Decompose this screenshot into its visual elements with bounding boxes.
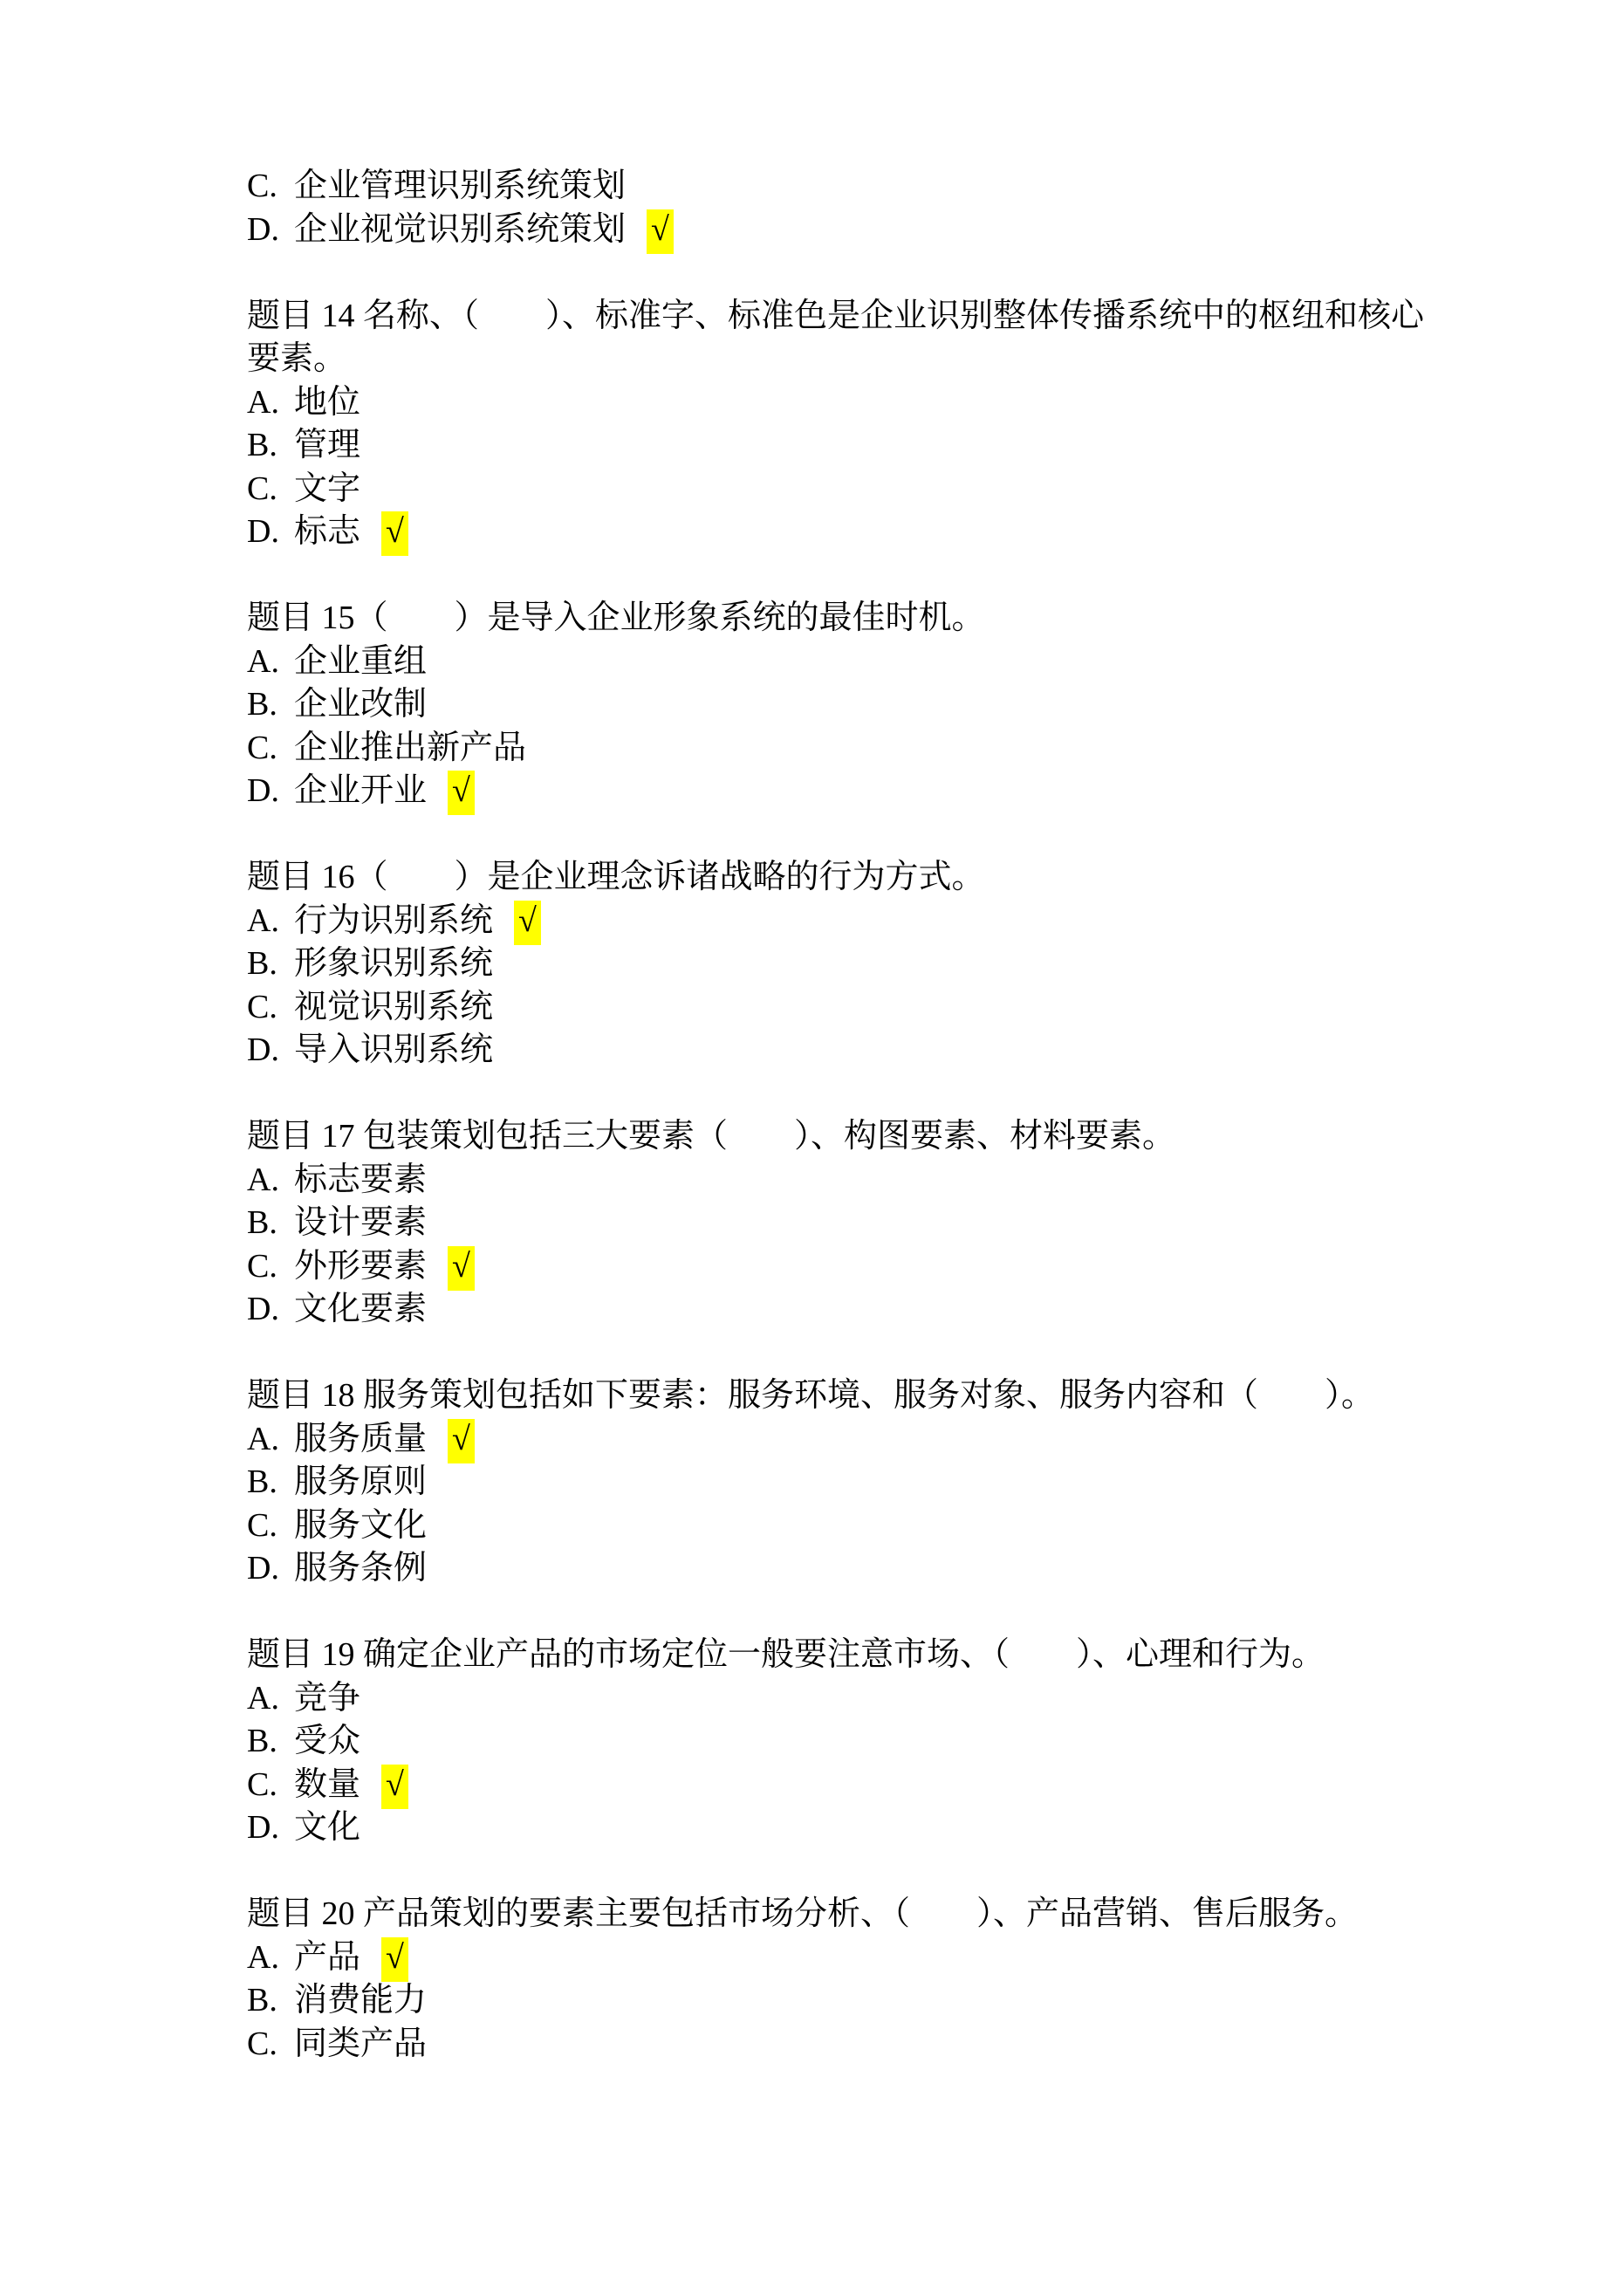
option-text: 受众 bbox=[294, 1723, 361, 1759]
options-list bbox=[247, 381, 1469, 554]
option-text: 服务原则 bbox=[294, 1463, 428, 1500]
option-label: A. bbox=[247, 1938, 279, 1976]
option-row bbox=[247, 683, 1469, 727]
option-text: 标志要素 bbox=[294, 1161, 428, 1198]
option-text: 数量 bbox=[294, 1765, 361, 1803]
option-label: A. bbox=[247, 901, 279, 939]
correct-answer-highlight bbox=[647, 209, 674, 254]
question-block bbox=[247, 295, 1469, 554]
question-stem-line: 题目 15（ ）是导入企业形象系统的最佳时机。 bbox=[247, 600, 985, 636]
options-list bbox=[247, 1159, 1469, 1332]
option-label: C. bbox=[247, 1247, 277, 1285]
option-label: C. bbox=[247, 2025, 277, 2062]
option-row bbox=[247, 1936, 1469, 1980]
option-label: C. bbox=[247, 729, 277, 766]
correct-answer-highlight bbox=[381, 511, 408, 556]
options-list bbox=[247, 1418, 1469, 1591]
option-label: C. bbox=[247, 168, 277, 204]
option-text: 消费能力 bbox=[294, 1982, 428, 2018]
option-text: 地位 bbox=[294, 383, 361, 421]
option-row bbox=[247, 1979, 1469, 2023]
option-row bbox=[247, 1159, 1469, 1203]
option-label: D. bbox=[247, 513, 279, 550]
option-text: 产品 bbox=[294, 1938, 361, 1976]
option-row bbox=[247, 209, 1469, 252]
question-stem bbox=[247, 1374, 1469, 1418]
option-text: 形象识别系统 bbox=[294, 945, 494, 982]
option-text: 外形要素 bbox=[294, 1247, 428, 1285]
question-stem bbox=[247, 295, 1469, 381]
option-label: B. bbox=[247, 945, 277, 982]
question-block bbox=[247, 1893, 1469, 2066]
option-row bbox=[247, 770, 1469, 813]
option-row bbox=[247, 1677, 1469, 1721]
option-row bbox=[247, 900, 1469, 943]
option-label: C. bbox=[247, 469, 277, 507]
option-row bbox=[247, 424, 1469, 468]
option-label: C. bbox=[247, 988, 277, 1025]
option-text: 竞争 bbox=[294, 1679, 361, 1717]
option-text: 视觉识别系统 bbox=[294, 988, 494, 1025]
checkmark-icon: √ bbox=[386, 513, 404, 550]
option-text: 管理 bbox=[294, 427, 361, 463]
option-label: C. bbox=[247, 1506, 277, 1544]
option-row bbox=[247, 1418, 1469, 1462]
option-text: 文字 bbox=[294, 469, 361, 507]
option-text: 设计要素 bbox=[294, 1204, 428, 1241]
correct-answer-highlight bbox=[381, 1765, 408, 1809]
question-stem bbox=[247, 856, 1469, 900]
option-label: B. bbox=[247, 1204, 277, 1241]
option-row bbox=[247, 727, 1469, 771]
correct-answer-highlight bbox=[514, 901, 541, 945]
option-row bbox=[247, 2023, 1469, 2066]
option-text: 服务条例 bbox=[294, 1550, 428, 1587]
question-stem bbox=[247, 1893, 1469, 1936]
question-block bbox=[247, 856, 1469, 1073]
question-block bbox=[247, 1634, 1469, 1850]
checkmark-icon: √ bbox=[386, 1938, 404, 1976]
question-stem bbox=[247, 1634, 1469, 1677]
option-label: B. bbox=[247, 1463, 277, 1500]
option-label: D. bbox=[247, 1031, 279, 1068]
option-text: 导入识别系统 bbox=[294, 1031, 494, 1068]
option-text: 企业改制 bbox=[294, 686, 428, 723]
question-stem-line: 题目 18 服务策划包括如下要素：服务环境、服务对象、服务内容和（ ）。 bbox=[247, 1377, 1375, 1414]
question-stem-line: 题目 17 包装策划包括三大要素（ ）、构图要素、材料要素。 bbox=[247, 1118, 1176, 1155]
option-text: 文化要素 bbox=[294, 1291, 428, 1327]
option-row bbox=[247, 165, 1469, 209]
options-list bbox=[247, 1677, 1469, 1850]
option-label: D. bbox=[247, 1550, 279, 1587]
option-label: A. bbox=[247, 642, 279, 680]
option-label: C. bbox=[247, 1765, 277, 1803]
option-text: 同类产品 bbox=[294, 2025, 428, 2062]
option-text: 企业重组 bbox=[294, 642, 428, 680]
checkmark-icon: √ bbox=[452, 772, 470, 809]
option-row bbox=[247, 1547, 1469, 1591]
option-label: D. bbox=[247, 1291, 279, 1327]
option-label: D. bbox=[247, 210, 279, 248]
option-text: 企业管理识别系统策划 bbox=[294, 168, 627, 204]
option-row bbox=[247, 1029, 1469, 1073]
correct-answer-highlight bbox=[381, 1937, 408, 1982]
question-block bbox=[247, 1374, 1469, 1591]
options-list bbox=[247, 1936, 1469, 2066]
checkmark-icon: √ bbox=[518, 901, 537, 939]
question-stem-line: 题目 16（ ）是企业理念诉诸战略的行为方式。 bbox=[247, 859, 985, 895]
questions-container bbox=[247, 165, 1469, 2066]
checkmark-icon: √ bbox=[651, 210, 669, 248]
option-label: D. bbox=[247, 1809, 279, 1846]
option-text: 企业视觉识别系统策划 bbox=[294, 210, 627, 248]
option-label: B. bbox=[247, 427, 277, 463]
option-row bbox=[247, 1720, 1469, 1764]
option-row bbox=[247, 1245, 1469, 1289]
question-stem-line: 要素。 bbox=[247, 340, 347, 377]
checkmark-icon: √ bbox=[386, 1765, 404, 1803]
option-row bbox=[247, 1202, 1469, 1245]
checkmark-icon: √ bbox=[452, 1247, 470, 1285]
option-row bbox=[247, 641, 1469, 684]
checkmark-icon: √ bbox=[452, 1420, 470, 1457]
question-stem-line: 题目 14 名称、（ ）、标准字、标准色是企业识别整体传播系统中的枢纽和核心 bbox=[247, 297, 1425, 334]
option-row bbox=[247, 1764, 1469, 1807]
question-stem-line: 题目 19 确定企业产品的市场定位一般要注意市场、（ ）、心理和行为。 bbox=[247, 1636, 1325, 1673]
option-text: 行为识别系统 bbox=[294, 901, 494, 939]
option-text: 文化 bbox=[294, 1809, 361, 1846]
option-row bbox=[247, 381, 1469, 425]
option-label: A. bbox=[247, 1161, 279, 1198]
option-label: D. bbox=[247, 772, 279, 809]
options-list bbox=[247, 900, 1469, 1073]
option-label: B. bbox=[247, 1982, 277, 2018]
question-stem bbox=[247, 597, 1469, 641]
option-text: 服务文化 bbox=[294, 1506, 428, 1544]
option-text: 服务质量 bbox=[294, 1420, 428, 1457]
correct-answer-highlight bbox=[448, 1419, 475, 1463]
question-block bbox=[247, 597, 1469, 813]
option-text: 标志 bbox=[294, 513, 361, 550]
option-row bbox=[247, 511, 1469, 554]
option-label: B. bbox=[247, 686, 277, 723]
option-row bbox=[247, 1288, 1469, 1332]
option-label: A. bbox=[247, 383, 279, 421]
option-row bbox=[247, 1806, 1469, 1850]
option-label: B. bbox=[247, 1723, 277, 1759]
option-label: A. bbox=[247, 1679, 279, 1717]
question-block bbox=[247, 1115, 1469, 1332]
correct-answer-highlight bbox=[448, 771, 475, 815]
question-stem-line: 题目 20 产品策划的要素主要包括市场分析、（ ）、产品营销、售后服务。 bbox=[247, 1895, 1359, 1932]
question-stem bbox=[247, 1115, 1469, 1159]
option-text: 企业开业 bbox=[294, 772, 428, 809]
correct-answer-highlight bbox=[448, 1246, 475, 1291]
option-row bbox=[247, 942, 1469, 986]
option-text: 企业推出新产品 bbox=[294, 729, 527, 766]
option-row bbox=[247, 1461, 1469, 1504]
question-block-partial bbox=[247, 165, 1469, 251]
option-row bbox=[247, 468, 1469, 511]
option-row bbox=[247, 1504, 1469, 1548]
options-list bbox=[247, 165, 1469, 251]
options-list bbox=[247, 641, 1469, 813]
option-label: A. bbox=[247, 1420, 279, 1457]
option-row bbox=[247, 986, 1469, 1030]
